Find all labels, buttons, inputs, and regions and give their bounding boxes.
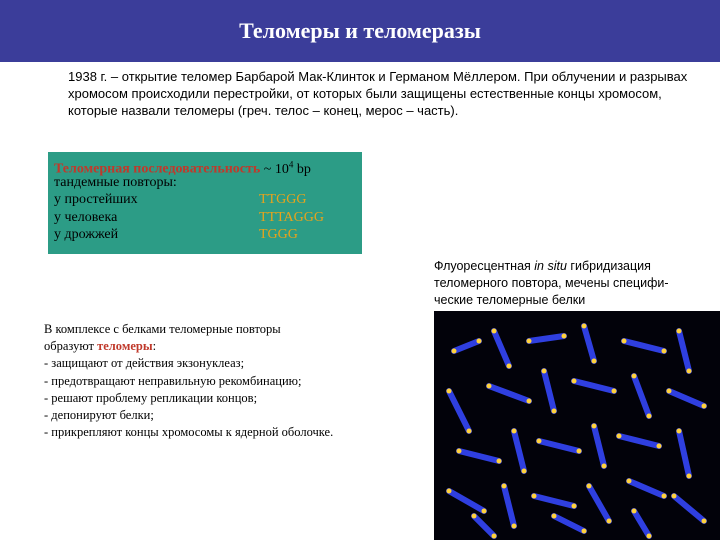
telomere-dot (552, 514, 557, 519)
telomere-dot (487, 384, 492, 389)
telomere-dot (527, 399, 532, 404)
chromosome (449, 391, 469, 431)
chromosome (629, 481, 664, 496)
slide-title: Теломеры и теломеразы (239, 18, 481, 43)
tandem-label: тандемные повторы: (54, 174, 177, 190)
telomere-dot (572, 379, 577, 384)
telomere-dot (592, 359, 597, 364)
chromosome (454, 341, 479, 351)
telomere-dot (527, 339, 532, 344)
chromosome (619, 436, 659, 446)
chromosome (674, 496, 704, 521)
telomere-dot (607, 519, 612, 524)
telomere-dot (677, 429, 682, 434)
telomere-dot (662, 494, 667, 499)
telomere-dot (647, 414, 652, 419)
organism-label: у дрожжей (54, 227, 119, 242)
telomere-dot (702, 404, 707, 409)
telomere-dot (657, 444, 662, 449)
telomere-dot (467, 429, 472, 434)
chromosome (679, 331, 689, 371)
telomere-dot (647, 534, 652, 539)
chromosome (634, 376, 649, 416)
telomere-dot (512, 429, 517, 434)
telomere-dot (522, 469, 527, 474)
telomere-dot (552, 409, 557, 414)
chromosome (449, 491, 484, 511)
telomere-dot (632, 374, 637, 379)
chromosome (529, 336, 564, 341)
telomere-dot (677, 329, 682, 334)
telomere-dot (662, 349, 667, 354)
telomere-dot (622, 339, 627, 344)
telomere-dot (532, 494, 537, 499)
chromosome (589, 486, 609, 521)
telomere-dot (507, 364, 512, 369)
telomere-dot (472, 514, 477, 519)
repeat-sequence: TTGGG (259, 192, 307, 207)
sequence-size: ~ $10^4$ bp (263, 159, 311, 177)
function-item: - депонируют белки; (44, 408, 154, 423)
telomere-sequence-box (48, 152, 362, 254)
telomere-functions (44, 321, 428, 441)
fish-micrograph (434, 311, 720, 540)
sequence-heading (54, 156, 356, 177)
chromosome (489, 386, 529, 401)
functions-intro-line: образуют теломеры: (44, 339, 157, 354)
chromosome (574, 381, 614, 391)
telomere-dot (672, 494, 677, 499)
chromosome (544, 371, 554, 411)
telomere-dot (497, 459, 502, 464)
repeat-row (54, 209, 356, 227)
organism-label: у человека (54, 209, 118, 225)
chromosome (514, 431, 524, 471)
chromosome (594, 426, 604, 466)
telomere-dot (502, 484, 507, 489)
telomeres-term: теломеры (97, 339, 153, 354)
telomere-dot (582, 529, 587, 534)
telomere-dot (592, 424, 597, 429)
chromosome (539, 441, 579, 451)
telomere-dot (482, 509, 487, 514)
telomere-dot (537, 439, 542, 444)
telomere-dot (627, 479, 632, 484)
chromosome (634, 511, 649, 536)
telomere-dot (492, 329, 497, 334)
repeat-row (54, 191, 356, 209)
telomere-dot (457, 449, 462, 454)
fish-caption: Флуоресцентная in situ гибридизация теломерного повтора, мечены специфи-ческие теломерные белки (434, 259, 669, 307)
repeat-sequence: TTTAGGG (259, 209, 324, 225)
telomere-dot (632, 509, 637, 514)
telomere-dot (447, 389, 452, 394)
function-item: - предотвращают неправильную рекомбинацию; (44, 373, 302, 388)
telomere-dot (687, 369, 692, 374)
sequence-title: Теломерная последовательность (54, 161, 261, 177)
telomere-dot (512, 524, 517, 529)
telomere-dot (572, 504, 577, 509)
telomere-dot (587, 484, 592, 489)
telomere-dot (492, 534, 497, 539)
chromosome (459, 451, 499, 461)
telomere-dot (702, 519, 707, 524)
chromosome-image (434, 311, 720, 540)
telomere-dot (577, 449, 582, 454)
telomere-dot (612, 389, 617, 394)
telomere-dot (667, 389, 672, 394)
telomere-dot (452, 349, 457, 354)
chromosome (584, 326, 594, 361)
telomere-dot (602, 464, 607, 469)
repeat-row (54, 226, 356, 244)
telomere-dot (447, 489, 452, 494)
telomere-dot (562, 334, 567, 339)
chromosome (494, 331, 509, 366)
telomere-dot (542, 369, 547, 374)
telomere-dot (617, 434, 622, 439)
telomere-dot (582, 324, 587, 329)
chromosome (534, 496, 574, 506)
chromosome (669, 391, 704, 406)
repeat-sequence: TGGG (259, 227, 298, 242)
intro-paragraph: 1938 г. – открытие теломер Барбарой Мак-Клинток и Германом Мёллером. При облучении и разрывах хромосом происходили перестройки, от которых были защищены естественные концы хромосом, которые назвали теломеры (греч. телос – конец, мерос – часть). (68, 69, 688, 118)
chromosome (474, 516, 494, 536)
title-bar (0, 0, 720, 62)
chromosome (554, 516, 584, 531)
functions-intro-line: В комплексе с белками теломерные повторы (44, 322, 281, 336)
chromosome (624, 341, 664, 351)
chromosome (504, 486, 514, 526)
function-item: - решают проблему репликации концов; (44, 390, 258, 405)
function-item: - прикрепляют концы хромосомы к ядерной оболочке. (44, 425, 334, 440)
chromosome (679, 431, 689, 476)
function-item: - защищают от действия экзонуклеаз; (44, 356, 245, 371)
telomere-dot (477, 339, 482, 344)
telomere-dot (687, 474, 692, 479)
organism-label: у простейших (54, 192, 138, 207)
